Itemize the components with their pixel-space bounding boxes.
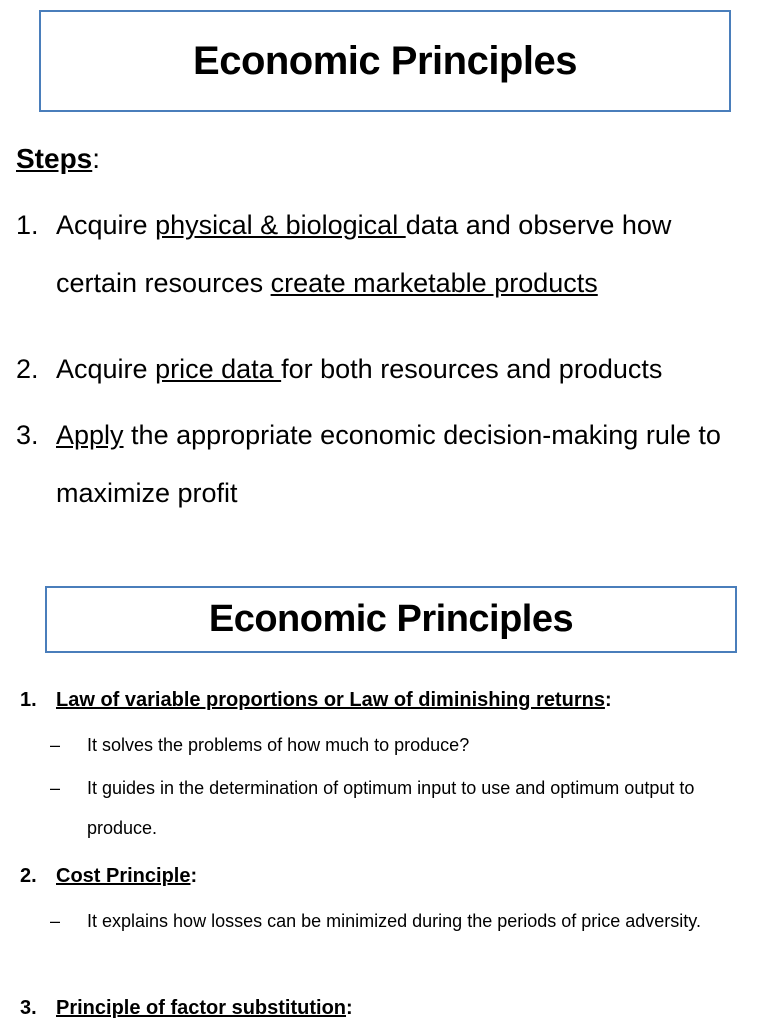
steps-label: Steps [16,143,93,174]
step-text-mid: data and observe how certain resources [56,210,672,298]
principle-item-2 [20,863,197,889]
principle-title: Cost Principle [56,865,191,887]
step-number: 2. [16,354,39,384]
principle-number: 3. [20,997,37,1019]
principle-colon: : [346,997,353,1019]
step-text-post: the appropriate economic decision-making rule to maximize profit [56,420,721,508]
step-text-underlined: create marketable products [270,268,598,298]
steps-colon: : [92,143,101,174]
step-text-pre: Acquire [56,210,156,240]
principle-item-3 [20,995,353,1021]
step-item-2 [16,340,756,398]
point-text: It solves the problems of how much to produce? [87,735,470,755]
step-text-underlined: Apply [56,420,124,450]
principle-number: 1. [20,689,37,711]
point-text: It guides in the determination of optimum input to use and optimum output to produce. [87,778,695,838]
principle-title: Principle of factor substitution [56,997,347,1019]
dash-bullet: – [50,911,61,931]
slide1-title: Economic Principles [193,38,577,83]
principle-colon: : [190,865,198,887]
step-number: 1. [16,210,39,240]
step-text-underlined: price data [155,354,282,384]
step-text-underlined: physical & biological [155,210,406,240]
step-text-post: for both resources and products [281,354,663,384]
step-text [56,196,756,312]
principle-colon: : [604,689,612,711]
step-item-1 [16,196,756,312]
slide2-title-box [45,586,737,653]
principle-title: Law of variable proportions or Law of diminishing returns [56,689,605,711]
point-text: It explains how losses can be minimized during the periods of price adversity. [87,911,701,931]
slide1-title-box [39,10,731,112]
step-text-pre: Acquire [56,354,156,384]
principle-point [50,768,740,848]
step-number: 3. [16,420,39,450]
step-item-3 [16,406,756,522]
principle-point [50,901,740,941]
steps-heading [16,141,100,177]
dash-bullet: – [50,735,61,755]
step-text [56,406,756,522]
dash-bullet: – [50,778,61,798]
principle-item-1 [20,687,612,713]
step-text [56,340,756,398]
principle-number: 2. [20,865,37,887]
principle-point [50,725,740,765]
slide2-title: Economic Principles [208,598,574,640]
